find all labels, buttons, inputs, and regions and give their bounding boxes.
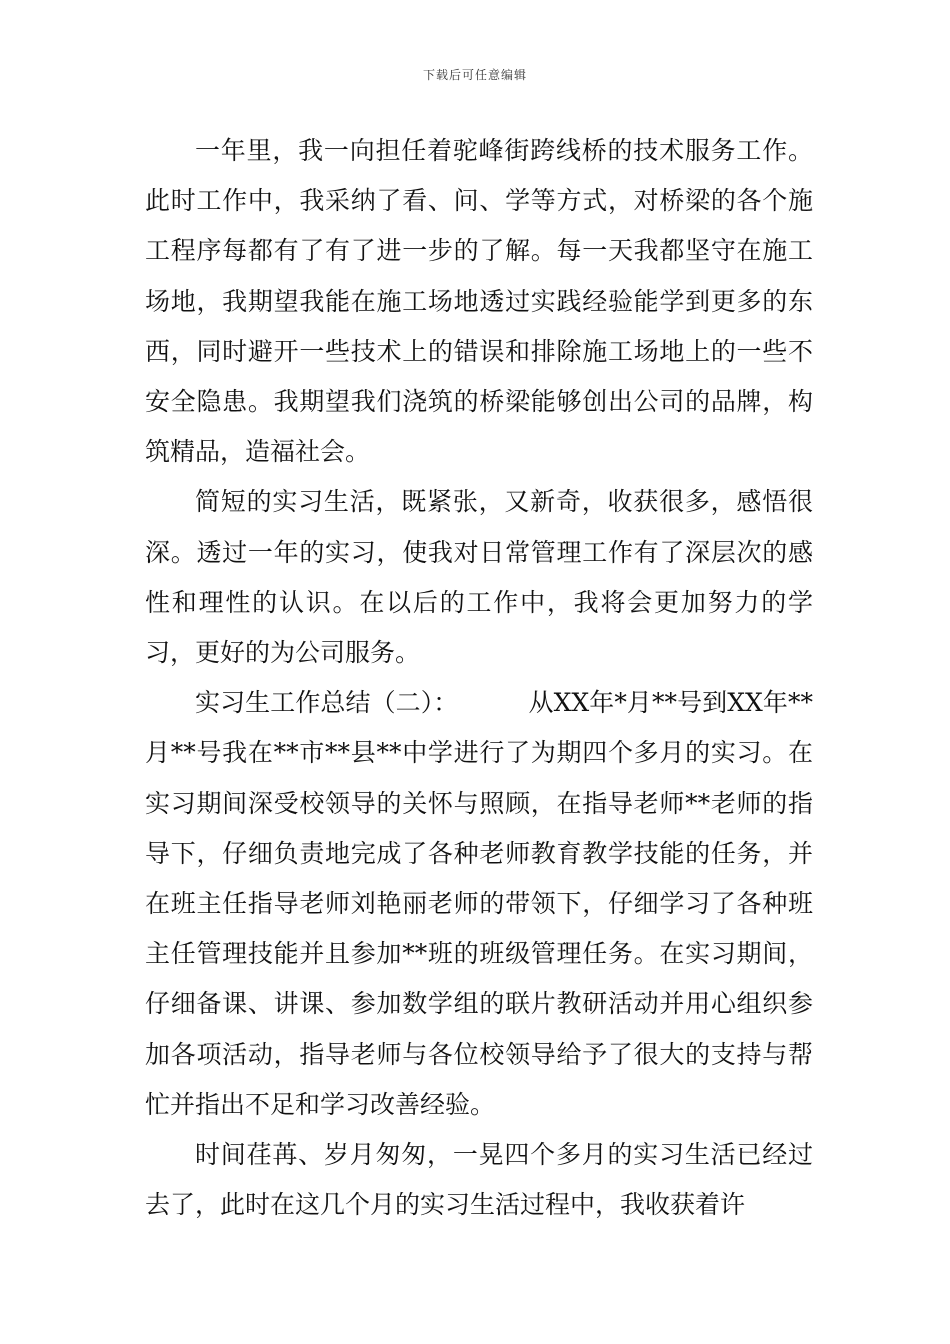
paragraph-2: 简短的实习生活，既紧张，又新奇，收获很多，感悟很深。透过一年的实习，使我对日常管理工作有了深层次的感性和理性的认识。在以后的工作中，我将会更加努力的学习，更好的为公司服务。 (145, 487, 813, 668)
paragraph-3 (145, 678, 813, 1130)
document-body (145, 126, 813, 1230)
header-note: 下载后可任意编辑 (422, 68, 527, 82)
section-text: 从XX年*月**号到XX年**月**号我在**市**县**中学进行了为期四个多月的实习。在实习期间深受校领导的关怀与照顾，在指导老师**老师的指导下，仔细负责地完成了各种老师教育教学技能的任务，并在班主任指导老师刘艳丽老师的带领下，仔细学习了各种班主任管理技能并且参加**班的班级管理任务。在实习期间，仔细备课、讲课、参加数学组的联片教研活动并用心组织参加各项活动，指导老师与各位校领导给予了很大的支持与帮忙并指出不足和学习改善经验。 (145, 688, 813, 1119)
paragraph-1: 一年里，我一向担任着驼峰街跨线桥的技术服务工作。此时工作中，我采纳了看、问、学等方式，对桥梁的各个施工程序每都有了有了进一步的了解。每一天我都坚守在施工场地，我期望我能在施工场地透过实践经验能学到更多的东西，同时避开一些技术上的错误和排除施工场地上的一些不安全隐患。我期望我们浇筑的桥梁能够创出公司的品牌，构筑精品，造福社会。 (145, 136, 813, 467)
paragraph-4: 时间荏苒、岁月匆匆，一晃四个多月的实习生活已经过去了，此时在这几个月的实习生活过程中，我收获着许 (145, 1140, 813, 1220)
section-heading: 实习生工作总结（二）： (195, 688, 459, 718)
